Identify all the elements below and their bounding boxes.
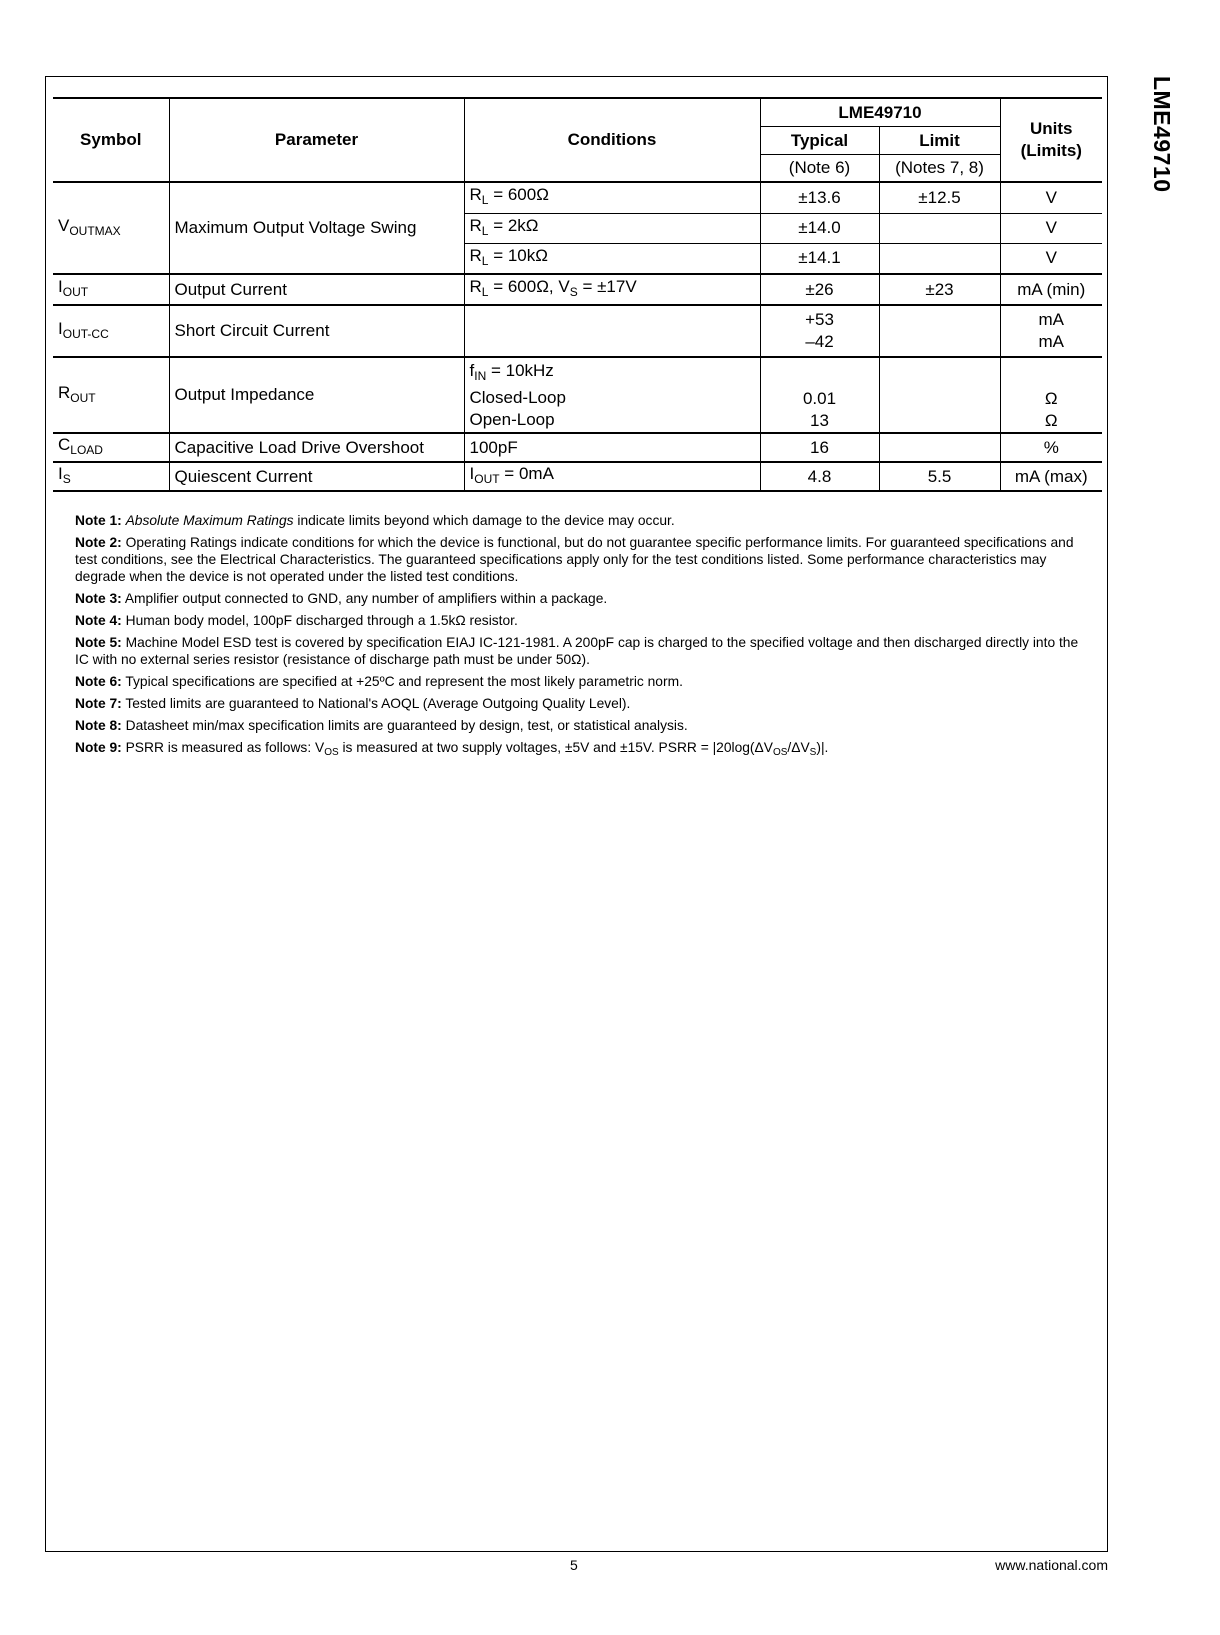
units-cell: Ω Ω	[1000, 357, 1102, 433]
header-limit-note: (Notes 7, 8)	[879, 155, 1000, 183]
parameter-cell: Quiescent Current	[169, 462, 464, 491]
table-row	[53, 182, 1102, 213]
table-row	[53, 305, 1102, 357]
typical-cell: 16	[760, 433, 879, 462]
table-row	[53, 274, 1102, 305]
limit-cell	[879, 213, 1000, 243]
typical-cell: +53 –42	[760, 305, 879, 357]
typical-cell: ±13.6	[760, 182, 879, 213]
note-8: Note 8: Datasheet min/max specification limits are guaranteed by design, test, or statistical analysis.	[75, 718, 688, 733]
conditions-cell: $R_L = 600\Omega$	[464, 182, 760, 213]
note-9: Note 9: PSRR is measured as follows: $V_{OS}$ is measured at two supply voltages, ±5V and ±15V. PSRR = $|20\log(\Delta V_{OS}/\Delta V_S)|$.	[75, 740, 829, 758]
header-symbol: Symbol	[53, 98, 169, 182]
limit-cell	[879, 305, 1000, 357]
header-units-line2: (Limits)	[1020, 141, 1082, 160]
symbol-cell: $I_{OUT-CC}$	[53, 305, 169, 357]
conditions-cell	[464, 305, 760, 357]
units-cell: V	[1000, 213, 1102, 243]
units-cell: %	[1000, 433, 1102, 462]
table-row	[53, 357, 1102, 433]
footer-url-link[interactable]: www.national.com	[995, 1557, 1108, 1573]
parameter-cell: Short Circuit Current	[169, 305, 464, 357]
conditions-cell: 100pF	[464, 433, 760, 462]
limit-cell: ±23	[879, 274, 1000, 305]
electrical-characteristics-table	[53, 97, 1102, 492]
units-cell: V	[1000, 182, 1102, 213]
units-cell: mA (min)	[1000, 274, 1102, 305]
note-6: Note 6: Typical specifications are specified at +25ºC and represent the most likely parametric norm.	[75, 674, 683, 689]
header-device: LME49710	[760, 98, 1000, 127]
parameter-cell: Maximum Output Voltage Swing	[169, 182, 464, 274]
note-4: Note 4: Human body model, 100pF discharged through a 1.5kΩ resistor.	[75, 613, 518, 628]
header-parameter: Parameter	[169, 98, 464, 182]
note-5: Note 5: Machine Model ESD test is covered by specification EIAJ IC-121-1981. A 200pF cap is charged to the specified voltage and then discharged directly into the IC with no external series resistor (resistance of discharge path must be under 50Ω).	[75, 635, 1079, 667]
note-3: Note 3: Amplifier output connected to GND, any number of amplifiers within a package.	[75, 591, 608, 606]
limit-cell	[879, 357, 1000, 433]
parameter-cell: Capacitive Load Drive Overshoot	[169, 433, 464, 462]
conditions-cell: $I_{OUT} = 0mA$	[464, 462, 760, 491]
symbol-cell: $R_{OUT}$	[53, 357, 169, 433]
header-limit: Limit	[879, 127, 1000, 155]
note-2: Note 2: Operating Ratings indicate conditions for which the device is functional, but do not guarantee specific performance limits. For guaranteed specifications and test conditions, see the Electrical Characteristics. The guaranteed specifications apply only for the test conditions listed. Some performance characteristics may degrade when the device is not operated under the listed test conditions.	[75, 535, 1074, 584]
note-1: Note 1: Absolute Maximum Ratings indicate limits beyond which damage to the device may occur.	[75, 513, 675, 528]
symbol-cell: $I_{OUT}$	[53, 274, 169, 305]
notes-section	[75, 512, 1085, 766]
limit-cell	[879, 243, 1000, 274]
conditions-cell: $R_L = 10k\Omega$	[464, 243, 760, 274]
typical-cell: 4.8	[760, 462, 879, 491]
units-cell: V	[1000, 243, 1102, 274]
note-7: Note 7: Tested limits are guaranteed to National's AOQL (Average Outgoing Quality Level).	[75, 696, 631, 711]
symbol-cell: $I_S$	[53, 462, 169, 491]
table-row	[53, 433, 1102, 462]
side-title: LME49710	[1149, 76, 1175, 193]
limit-cell: 5.5	[879, 462, 1000, 491]
parameter-cell: Output Current	[169, 274, 464, 305]
typical-cell: ±26	[760, 274, 879, 305]
table-row	[53, 462, 1102, 491]
header-typical: Typical	[760, 127, 879, 155]
symbol-cell: $V_{OUTMAX}$	[53, 182, 169, 274]
units-cell: mA mA	[1000, 305, 1102, 357]
header-typical-note: (Note 6)	[760, 155, 879, 183]
parameter-cell: Output Impedance	[169, 357, 464, 433]
header-units-line1: Units	[1030, 119, 1073, 138]
typical-cell: ±14.0	[760, 213, 879, 243]
symbol-cell: $C_{LOAD}$	[53, 433, 169, 462]
typical-cell: ±14.1	[760, 243, 879, 274]
header-conditions: Conditions	[464, 98, 760, 182]
typical-cell: 0.01 13	[760, 357, 879, 433]
units-cell: mA (max)	[1000, 462, 1102, 491]
conditions-cell: $R_L = 2k\Omega$	[464, 213, 760, 243]
limit-cell: ±12.5	[879, 182, 1000, 213]
conditions-cell: $R_L = 600\Omega$, $V_S = \pm 17V$	[464, 274, 760, 305]
header-units	[1000, 98, 1102, 182]
conditions-cell: $f_{IN} = 10kHz$ Closed-Loop Open-Loop	[464, 357, 760, 433]
page-number: 5	[570, 1557, 578, 1573]
limit-cell	[879, 433, 1000, 462]
